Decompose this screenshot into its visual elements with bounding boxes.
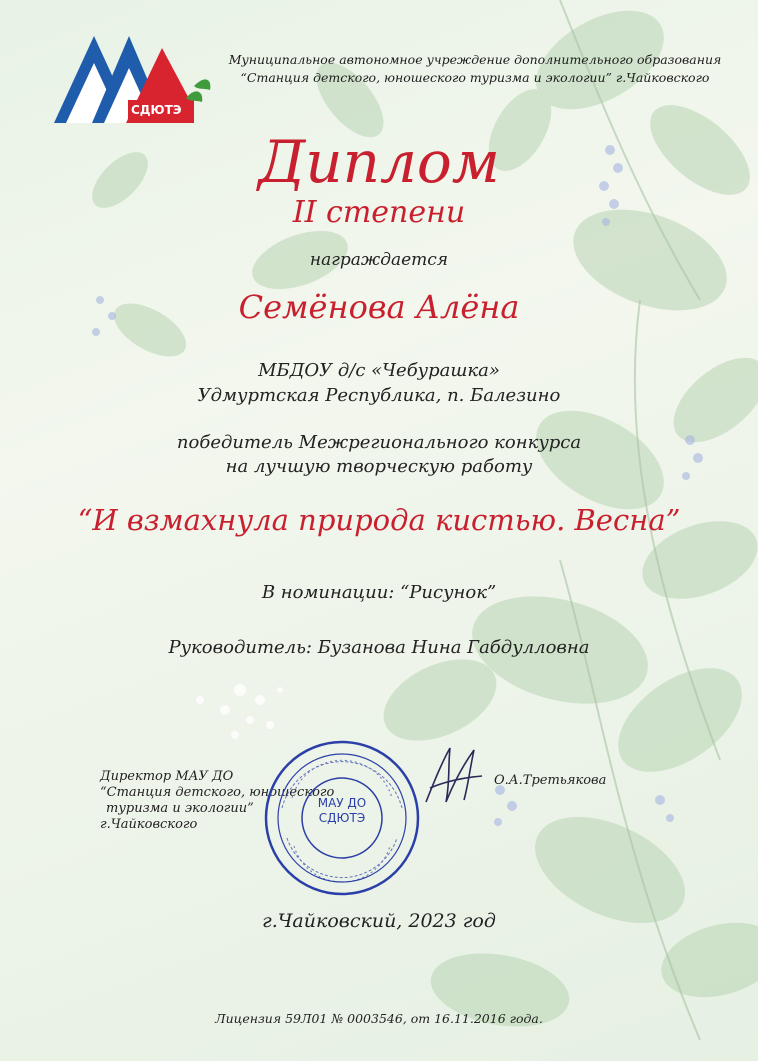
institution-line-1: МБДОУ д/с «Чебурашка» — [258, 360, 500, 381]
institution-line-2: Удмуртская Республика, п. Балезино — [197, 385, 561, 406]
director-line-4: г.Чайковского — [100, 817, 198, 832]
work-title: “И взмахнула природа кистью. Весна” — [77, 503, 681, 537]
nomination: В номинации: “Рисунок” — [261, 582, 497, 603]
sdyute-logo — [44, 28, 214, 128]
org-line-1: Муниципальное автономное учреждение дополнительного образования — [228, 52, 722, 67]
stamp-text: МАУ ДО СДЮТЭ — [317, 796, 367, 825]
license-text: Лицензия 59Л01 № 0003546, от 16.11.2016 года. — [215, 1011, 543, 1026]
leader: Руководитель: Бузанова Нина Габдулловна — [168, 637, 590, 658]
signature — [420, 742, 490, 812]
city-year: г.Чайковский, 2023 год — [262, 910, 496, 932]
recipient-name: Семёнова Алёна — [238, 288, 520, 326]
director-line-2: “Станция детского, юношеского — [100, 785, 335, 800]
diploma-title: Диплом — [258, 128, 500, 196]
diploma-degree: II степени — [292, 195, 466, 230]
description-line-1: победитель Межрегионального конкурса — [176, 432, 582, 453]
director-line-1: Директор МАУ ДО — [100, 769, 234, 784]
director-line-3: туризма и экологии” — [106, 801, 254, 816]
awarded-label: награждается — [309, 250, 449, 270]
logo-text: СДЮТЭ — [131, 103, 182, 117]
signer-name: О.А.Третьякова — [494, 773, 607, 788]
org-line-2: “Станция детского, юношеского туризма и экологии” г.Чайковского — [240, 70, 710, 85]
description-line-2: на лучшую творческую работу — [225, 456, 533, 477]
